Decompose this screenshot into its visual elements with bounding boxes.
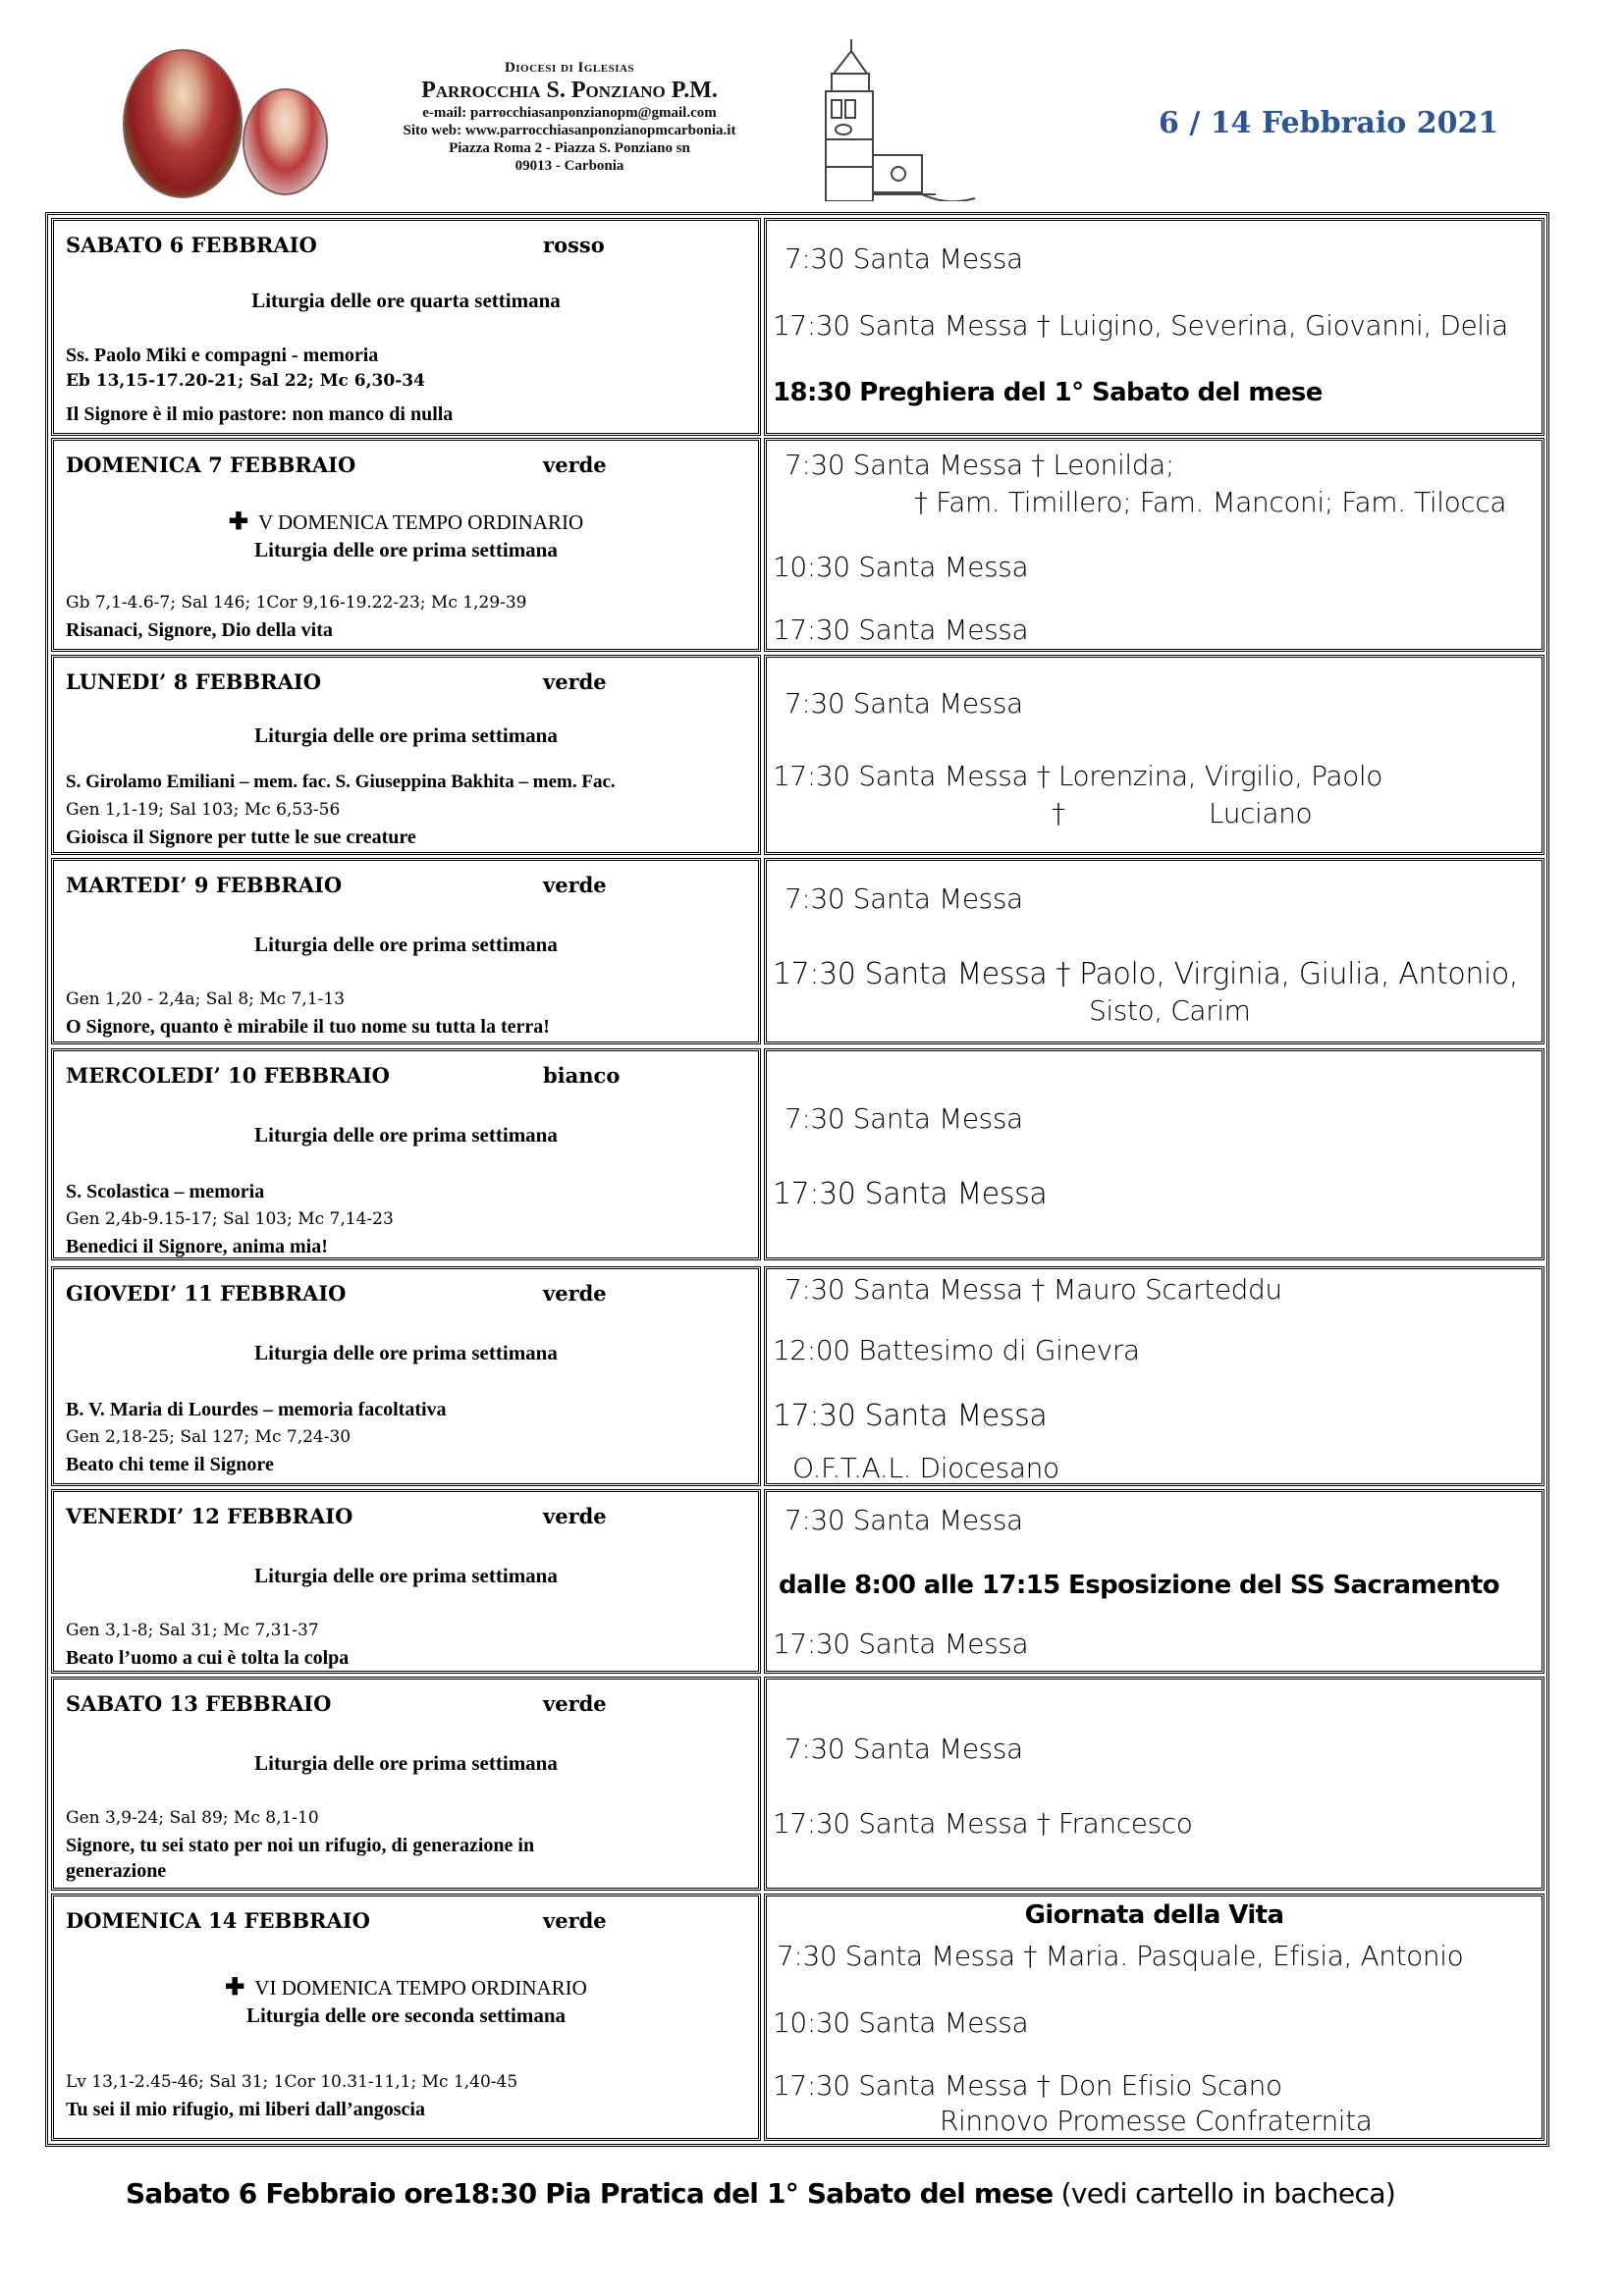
events-cell [764,655,1544,855]
liturgical-color: verde [543,1281,607,1306]
parish-city: 09013 - Carbonia [514,158,624,174]
event-item: 7:30 Santa Messa [785,242,1023,275]
psalm-response: Benedici il Signore, anima mia! [66,1236,328,1257]
events-cell [764,1048,1544,1260]
day-title: VENERDI’ 12 FEBBRAIO [66,1504,353,1528]
day-title: LUNEDI’ 8 FEBBRAIO [66,669,321,694]
liturgy-week: Liturgia delle ore prima settimana [254,933,558,956]
event-item: 17:30 Santa Messa [773,1628,1029,1660]
event-item: 7:30 Santa Messa [785,1733,1023,1765]
day-info-cell [51,1677,761,1891]
saint-of-day: Ss. Paolo Miki e compagni - memoria [66,345,379,366]
psalm-response: O Signore, quanto è mirabile il tuo nome su tutta la terra! [66,1016,550,1038]
date-range-title: 6 / 14 Febbraio 2021 [1159,106,1499,140]
event-item: 17:30 Santa Messa † Luigino, Severina, Giovanni, Delia [773,309,1508,342]
cross-icon: ✚ [228,509,248,535]
bell-tower-drawing [820,39,977,201]
day-info-cell [51,1048,761,1260]
parish-website: Sito web: www.parrocchiasanponzianopmcarbonia.it [403,123,736,138]
event-heading: Giornata della Vita [1024,1900,1284,1930]
liturgy-week: Liturgia delle ore prima settimana [254,538,558,561]
event-item: 17:30 Santa Messa [773,1177,1048,1211]
event-item: dalle 8:00 alle 17:15 Esposizione del SS Sacramento [779,1571,1499,1600]
diocese-name: Diocesi di Iglesias [504,60,635,76]
event-item: 7:30 Santa Messa [785,1102,1023,1135]
event-item: 7:30 Santa Messa [785,687,1023,720]
parish-email: e-mail: parrocchiasanponzianopm@gmail.com [422,105,717,121]
events-cell [764,1677,1544,1891]
day-title: MARTEDI’ 9 FEBBRAIO [66,873,343,897]
liturgy-week: Liturgia delle ore prima settimana [254,1751,558,1775]
events-cell [764,1894,1544,2141]
events-cell [764,858,1544,1044]
day-info-cell [51,1489,761,1674]
day-title: DOMENICA 14 FEBBRAIO [66,1908,370,1933]
day-info-cell [51,1266,761,1486]
day-info-cell [51,438,761,652]
event-item: 18:30 Preghiera del 1° Sabato del mese [773,378,1323,407]
event-item: 7:30 Santa Messa † Maria. Pasquale, Efisia, Antonio [777,1940,1464,1972]
liturgical-color: verde [543,873,607,897]
liturgy-week: Liturgia delle ore seconda settimana [245,2003,567,2027]
psalm-response: Gioisca il Signore per tutte le sue creature [66,827,416,848]
liturgy-week: Liturgia delle ore prima settimana [254,1123,558,1147]
liturgy-week: Liturgia delle ore prima settimana [254,723,558,747]
saint-of-day: S. Scolastica – memoria [66,1181,265,1202]
parish-header [353,59,785,175]
event-item: 10:30 Santa Messa [773,551,1029,583]
day-title: SABATO 6 FEBBRAIO [66,233,317,257]
liturgical-color: rosso [543,233,605,257]
event-item: 10:30 Santa Messa [773,2006,1029,2039]
footer-notice [126,2177,1395,2210]
readings: Gen 2,18-25; Sal 127; Mc 7,24-30 [66,1427,352,1447]
psalm-response: Tu sei il mio rifugio, mi liberi dall’angoscia [66,2099,425,2120]
event-item: O.F.T.A.L. Diocesano [792,1452,1059,1484]
liturgy-week: Liturgia delle ore prima settimana [254,1564,558,1587]
events-cell [764,1266,1544,1486]
event-item: 7:30 Santa Messa † Leonilda; [785,449,1174,481]
events-cell [764,1489,1544,1674]
readings: Gen 3,9-24; Sal 89; Mc 8,1-10 [66,1808,319,1828]
footer-notice-note: (vedi cartello in bacheca) [1060,2177,1396,2210]
psalm-response: Beato chi teme il Signore [66,1454,274,1475]
event-item: 17:30 Santa Messa † Don Efisio Scano [773,2069,1282,2102]
psalm-response: Risanaci, Signore, Dio della vita [66,619,333,641]
events-cell [764,218,1544,436]
event-item: 7:30 Santa Messa [785,882,1023,915]
day-title: DOMENICA 7 FEBBRAIO [66,453,356,477]
liturgical-color: verde [543,453,607,477]
day-title: GIOVEDI’ 11 FEBBRAIO [66,1281,347,1306]
event-item: † Fam. Timillero; Fam. Manconi; Fam. Tilocca [914,486,1507,518]
day-info-cell [51,858,761,1044]
event-item: 17:30 Santa Messa [773,1399,1048,1433]
liturgical-color: verde [543,1908,607,1933]
liturgical-color: verde [543,1504,607,1528]
parish-address: Piazza Roma 2 - Piazza S. Ponziano sn [449,140,690,156]
readings: Gen 1,20 - 2,4a; Sal 8; Mc 7,1-13 [66,989,346,1009]
readings: Lv 13,1-2.45-46; Sal 31; 1Cor 10.31-11,1; Mc 1,40-45 [66,2072,518,2092]
footer-notice-text: Sabato 6 Febbraio ore18:30 Pia Pratica del 1° Sabato del mese [126,2177,1054,2210]
day-title: MERCOLEDI’ 10 FEBBRAIO [66,1063,390,1088]
event-item: 7:30 Santa Messa † Mauro Scarteddu [785,1273,1282,1306]
readings: Gb 7,1-4.6-7; Sal 146; 1Cor 9,16-19.22-23; Mc 1,29-39 [66,593,527,613]
event-item: † [1052,797,1065,829]
event-item: 17:30 Santa Messa † Paolo, Virginia, Giulia, Antonio, [773,957,1518,991]
feast-title: VI DOMENICA TEMPO ORDINARIO [254,1976,587,2000]
event-item: Luciano [1209,797,1313,829]
liturgy-week: Liturgia delle ore prima settimana [254,1341,558,1364]
madonna-portrait [243,88,328,195]
liturgical-color: bianco [543,1063,621,1088]
feast-title: V DOMENICA TEMPO ORDINARIO [257,510,584,534]
liturgical-color: verde [543,1691,607,1716]
day-info-cell [51,1894,761,2141]
saint-of-day: S. Girolamo Emiliani – mem. fac. S. Giuseppina Bakhita – mem. Fac. [66,772,616,792]
san-ponziano-portrait [123,49,243,198]
event-item: 17:30 Santa Messa [773,614,1029,646]
events-cell [764,438,1544,652]
event-item: Rinnovo Promesse Confraternita [940,2105,1373,2137]
readings: Gen 2,4b-9.15-17; Sal 103; Mc 7,14-23 [66,1209,394,1229]
cross-icon: ✚ [225,1975,245,2001]
psalm-response: Signore, tu sei stato per noi un rifugio, di generazione in [66,1835,535,1856]
event-item: Sisto, Carim [1089,994,1251,1027]
readings: Gen 1,1-19; Sal 103; Mc 6,53-56 [66,800,341,820]
event-item: 17:30 Santa Messa † Lorenzina, Virgilio, Paolo [773,760,1382,792]
event-item: 17:30 Santa Messa † Francesco [773,1807,1193,1840]
readings: Eb 13,15-17.20-21; Sal 22; Mc 6,30-34 [66,371,425,391]
liturgical-color: verde [543,669,607,694]
event-item: 7:30 Santa Messa [785,1504,1023,1536]
psalm-response: Beato l’uomo a cui è tolta la colpa [66,1647,350,1669]
day-title: SABATO 13 FEBBRAIO [66,1691,332,1716]
psalm-response-continued: generazione [66,1860,167,1882]
parish-name: Parrocchia S. Ponziano P.M. [421,78,718,103]
day-info-cell [51,218,761,436]
psalm-response: Il Signore è il mio pastore: non manco di nulla [66,403,454,425]
readings: Gen 3,1-8; Sal 31; Mc 7,31-37 [66,1621,319,1640]
day-info-cell [51,655,761,855]
liturgy-week: Liturgia delle ore quarta settimana [251,289,561,312]
saint-of-day: B. V. Maria di Lourdes – memoria facoltativa [66,1399,447,1420]
event-item: 12:00 Battesimo di Ginevra [773,1334,1140,1366]
